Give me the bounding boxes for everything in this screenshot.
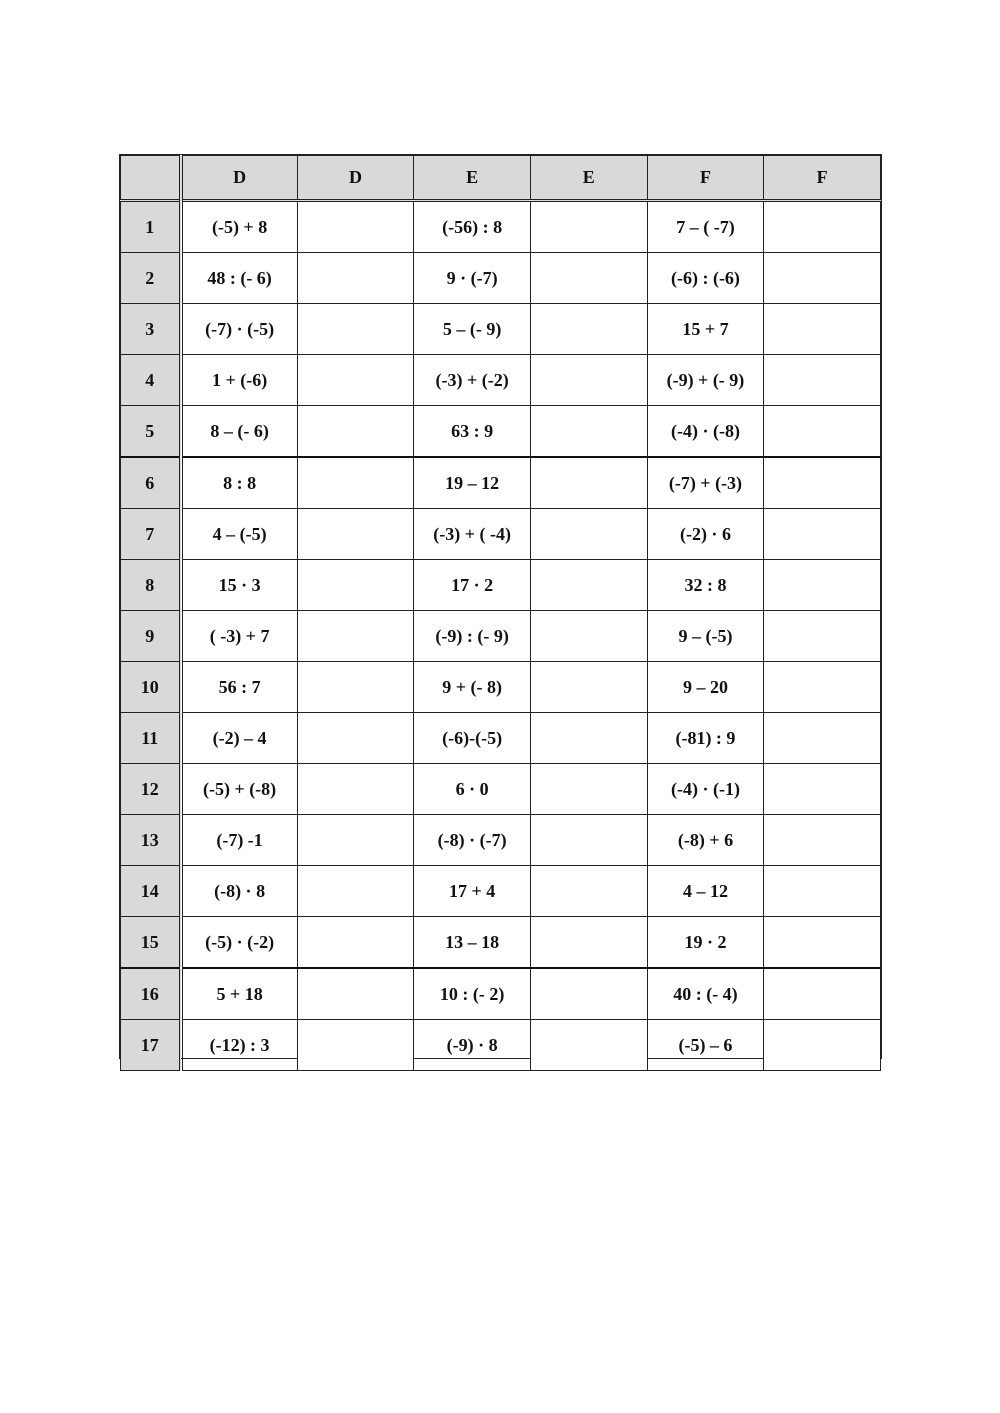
row-number: 12 [121, 764, 181, 815]
task-f: (-5) – 6 [647, 1020, 764, 1071]
answer-d[interactable] [297, 866, 414, 917]
row-number: 10 [121, 662, 181, 713]
task-e: 5 – (- 9) [414, 304, 531, 355]
answer-d[interactable] [297, 764, 414, 815]
task-f: 4 – 12 [647, 866, 764, 917]
answer-f[interactable] [764, 1020, 881, 1071]
row-number: 8 [121, 560, 181, 611]
task-f: 9 – 20 [647, 662, 764, 713]
task-d: (-2) – 4 [181, 713, 298, 764]
task-d: (-5) + 8 [181, 201, 298, 253]
task-e: 63 : 9 [414, 406, 531, 458]
table-row [121, 815, 881, 866]
answer-e[interactable] [530, 560, 647, 611]
task-e: (-8) · (-7) [414, 815, 531, 866]
task-e: (-3) + ( -4) [414, 509, 531, 560]
answer-f[interactable] [764, 917, 881, 969]
column-header-d-answer: D [297, 156, 414, 201]
task-d: (-12) : 3 [181, 1020, 298, 1071]
row-number: 1 [121, 201, 181, 253]
task-e: 9 + (- 8) [414, 662, 531, 713]
answer-f[interactable] [764, 304, 881, 355]
table-row [121, 253, 881, 304]
answer-f[interactable] [764, 201, 881, 253]
column-header-d-task: D [181, 156, 298, 201]
answer-f[interactable] [764, 611, 881, 662]
answer-d[interactable] [297, 968, 414, 1020]
task-d: (-7) · (-5) [181, 304, 298, 355]
task-f: (-9) + (- 9) [647, 355, 764, 406]
row-number: 4 [121, 355, 181, 406]
table-row [121, 509, 881, 560]
answer-e[interactable] [530, 355, 647, 406]
answer-e[interactable] [530, 253, 647, 304]
row-number: 17 [121, 1020, 181, 1071]
answer-f[interactable] [764, 457, 881, 509]
table-row [121, 457, 881, 509]
task-f: (-8) + 6 [647, 815, 764, 866]
column-header-f-answer: F [764, 156, 881, 201]
column-header-e-answer: E [530, 156, 647, 201]
row-number: 13 [121, 815, 181, 866]
answer-e[interactable] [530, 815, 647, 866]
header-row [121, 156, 881, 201]
answer-e[interactable] [530, 968, 647, 1020]
answer-f[interactable] [764, 713, 881, 764]
task-d: 56 : 7 [181, 662, 298, 713]
answer-d[interactable] [297, 201, 414, 253]
answer-e[interactable] [530, 713, 647, 764]
task-e: (-6)-(-5) [414, 713, 531, 764]
task-e: 19 – 12 [414, 457, 531, 509]
table-row [121, 866, 881, 917]
answer-e[interactable] [530, 304, 647, 355]
answer-d[interactable] [297, 355, 414, 406]
table-row [121, 662, 881, 713]
row-number: 3 [121, 304, 181, 355]
task-e: 10 : (- 2) [414, 968, 531, 1020]
answer-f[interactable] [764, 355, 881, 406]
answer-d[interactable] [297, 560, 414, 611]
column-header-f-task: F [647, 156, 764, 201]
table-row [121, 355, 881, 406]
task-f: (-7) + (-3) [647, 457, 764, 509]
answer-e[interactable] [530, 611, 647, 662]
task-d: 48 : (- 6) [181, 253, 298, 304]
task-d: 1 + (-6) [181, 355, 298, 406]
worksheet-table-frame [119, 154, 882, 1059]
row-number: 2 [121, 253, 181, 304]
answer-f[interactable] [764, 968, 881, 1020]
answer-d[interactable] [297, 662, 414, 713]
answer-d[interactable] [297, 457, 414, 509]
task-d: 8 – (- 6) [181, 406, 298, 458]
answer-d[interactable] [297, 917, 414, 969]
answer-d[interactable] [297, 406, 414, 458]
table-row [121, 764, 881, 815]
answer-f[interactable] [764, 866, 881, 917]
row-number: 15 [121, 917, 181, 969]
answer-d[interactable] [297, 304, 414, 355]
row-number: 11 [121, 713, 181, 764]
task-e: (-3) + (-2) [414, 355, 531, 406]
row-number: 16 [121, 968, 181, 1020]
answer-d[interactable] [297, 815, 414, 866]
answer-f[interactable] [764, 406, 881, 458]
answer-f[interactable] [764, 764, 881, 815]
row-number: 14 [121, 866, 181, 917]
task-f: 40 : (- 4) [647, 968, 764, 1020]
table-row [121, 713, 881, 764]
task-e: 9 · (-7) [414, 253, 531, 304]
task-d: ( -3) + 7 [181, 611, 298, 662]
task-f: (-4) · (-8) [647, 406, 764, 458]
table-row [121, 406, 881, 458]
task-d: (-7) -1 [181, 815, 298, 866]
answer-d[interactable] [297, 611, 414, 662]
table-row [121, 611, 881, 662]
table-row [121, 304, 881, 355]
task-f: 9 – (-5) [647, 611, 764, 662]
answer-e[interactable] [530, 457, 647, 509]
task-d: 4 – (-5) [181, 509, 298, 560]
task-d: 8 : 8 [181, 457, 298, 509]
row-number: 9 [121, 611, 181, 662]
table-row [121, 917, 881, 969]
table-row [121, 1020, 881, 1071]
task-f: 7 – ( -7) [647, 201, 764, 253]
table-row [121, 201, 881, 253]
answer-d[interactable] [297, 253, 414, 304]
task-d: (-5) + (-8) [181, 764, 298, 815]
table-row [121, 560, 881, 611]
corner-cell [121, 156, 181, 201]
answer-d[interactable] [297, 713, 414, 764]
answer-d[interactable] [297, 509, 414, 560]
answer-e[interactable] [530, 866, 647, 917]
exercise-grid [120, 155, 881, 1071]
task-f: (-2) · 6 [647, 509, 764, 560]
row-number: 6 [121, 457, 181, 509]
task-f: (-6) : (-6) [647, 253, 764, 304]
answer-e[interactable] [530, 406, 647, 458]
task-f: (-4) · (-1) [647, 764, 764, 815]
answer-f[interactable] [764, 560, 881, 611]
task-f: (-81) : 9 [647, 713, 764, 764]
task-f: 19 · 2 [647, 917, 764, 969]
answer-f[interactable] [764, 509, 881, 560]
answer-e[interactable] [530, 662, 647, 713]
task-d: (-5) · (-2) [181, 917, 298, 969]
row-number: 7 [121, 509, 181, 560]
answer-e[interactable] [530, 509, 647, 560]
task-f: 15 + 7 [647, 304, 764, 355]
task-e: 17 + 4 [414, 866, 531, 917]
answer-f[interactable] [764, 253, 881, 304]
task-d: 5 + 18 [181, 968, 298, 1020]
answer-f[interactable] [764, 662, 881, 713]
answer-e[interactable] [530, 917, 647, 969]
answer-e[interactable] [530, 764, 647, 815]
task-d: 15 · 3 [181, 560, 298, 611]
row-number: 5 [121, 406, 181, 458]
column-header-e-task: E [414, 156, 531, 201]
task-e: (-56) : 8 [414, 201, 531, 253]
task-e: (-9) · 8 [414, 1020, 531, 1071]
task-e: 17 · 2 [414, 560, 531, 611]
table-row [121, 968, 881, 1020]
task-d: (-8) · 8 [181, 866, 298, 917]
task-e: (-9) : (- 9) [414, 611, 531, 662]
task-e: 6 · 0 [414, 764, 531, 815]
answer-d[interactable] [297, 1020, 414, 1071]
answer-e[interactable] [530, 201, 647, 253]
answer-e[interactable] [530, 1020, 647, 1071]
task-f: 32 : 8 [647, 560, 764, 611]
answer-f[interactable] [764, 815, 881, 866]
task-e: 13 – 18 [414, 917, 531, 969]
grid-body [121, 201, 881, 1071]
